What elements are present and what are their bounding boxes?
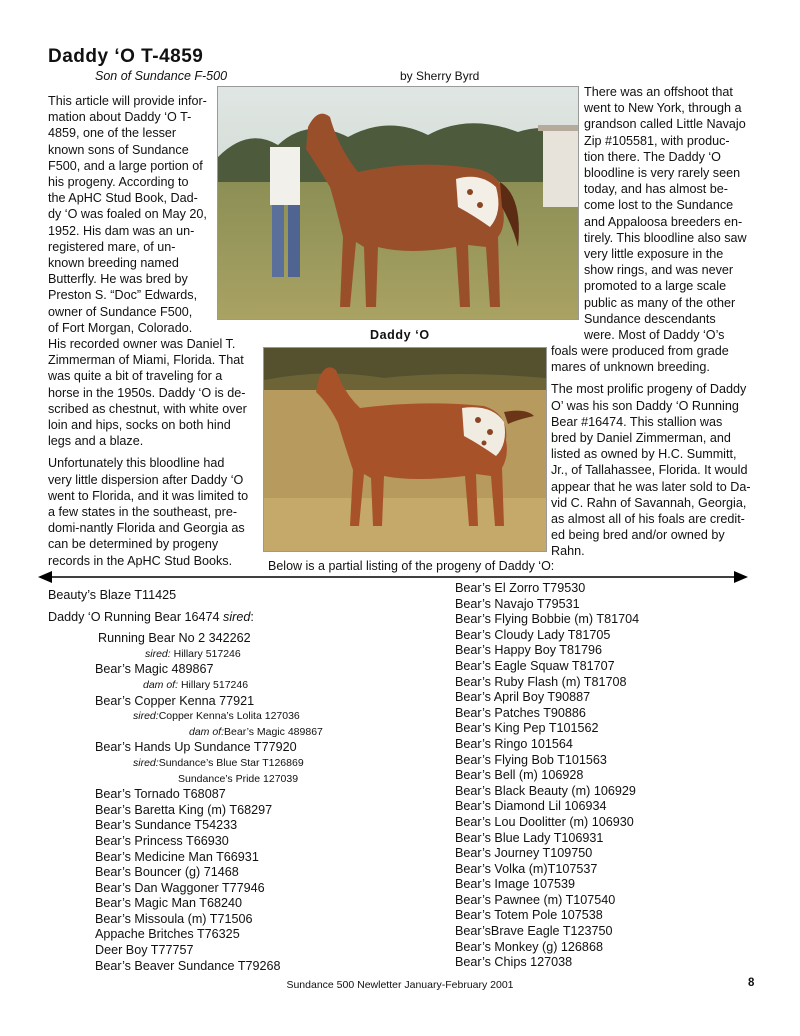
line: tion there. The Daddy ‘O [584,149,721,164]
line: legs and a blaze. [48,434,144,449]
line: were. Most of Daddy ‘O’s [584,328,725,343]
line: The most prolific progeny of Daddy [551,382,747,397]
line: very little dispersion after Daddy ‘O [48,472,244,487]
sub-value: Copper Kenna’s Lolita 127036 [158,710,300,723]
sub-value: Sundance’s Blue Star T126869 [158,756,304,769]
list-item: Bear’s April Boy T90887 [455,690,591,705]
line: This article will provide infor- [48,94,207,108]
list-item: Bear’s King Pep T101562 [455,721,599,736]
list-item: Bear’s Bouncer (g) 71468 [95,865,239,880]
list-item: Bear’s Magic Man T68240 [95,896,243,911]
line: O’ was his son Daddy ‘O Running [551,398,739,413]
list-item: Bear’s Missoula (m) T71506 [95,911,253,926]
list-item: Bear’s El Zorro T79530 [455,581,586,595]
line: bred by Daniel Zimmerman, and [551,431,731,446]
line: Bear #16474. This stallion was [551,414,723,429]
list-item: Bear’s Journey T109750 [455,846,593,861]
list-item: Bear’s Image 107539 [455,877,575,892]
line: ed being bred and/or owned by [551,528,725,543]
list-item: Bear’s Black Beauty (m) 106929 [455,783,636,798]
line: public as many of the other [584,295,736,310]
line: Butterfly. He was bred by [48,272,188,287]
list-item: Bear’s Dan Waggoner T77946 [95,880,265,895]
sired-label: sired: [133,756,159,769]
article-subtitle: Son of Sundance F-500 [95,69,228,83]
line: very little exposure in the [584,247,724,262]
line: bloodline is very rarely seen [584,166,741,181]
progeny-list-right [455,581,775,971]
list-item: Deer Boy T77757 [95,943,194,958]
list-item: Bear’s Baretta King (m) T68297 [95,802,273,817]
dam-label: dam of: [143,678,179,691]
line: There was an offshoot that [584,85,733,99]
line: grandson called Little Navajo [584,117,746,132]
footer: Sundance 500 Newletter January-February 2001 [286,979,514,991]
byline: by Sherry Byrd [400,69,480,83]
list-item: Bear’s Flying Bobbie (m) T81704 [455,612,640,627]
right-column-bottom [551,343,791,560]
list-item: Bear’s Totem Pole 107538 [455,908,603,923]
line: owner of Sundance F500, [48,304,193,319]
line: loin and hips, socks on both hind [48,418,231,433]
line: come lost to the Sundance [584,198,734,213]
line: domi-nantly Florida and Georgia as [48,521,245,536]
list-item: Bear’s Chips 127038 [455,955,573,970]
list-item: Bear’s Flying Bob T101563 [455,752,607,767]
list-item: Bear’s Blue Lady T106931 [455,830,604,845]
sub-item [48,725,428,741]
list-item: Beauty’s Blaze T11425 [48,588,177,602]
list-item: Bear’s Bell (m) 106928 [455,768,584,783]
line: known breeding named [48,256,179,271]
photo-caption: Daddy ‘O [370,328,430,342]
line: show rings, and was never [584,263,734,278]
line: scribed as chestnut, with white over [48,401,247,416]
sub-value: Hillary 517246 [170,647,241,660]
line: 4859, one of the lesser [48,126,177,141]
list-item: Bear’s Princess T66930 [95,833,229,848]
line: His recorded owner was Daniel T. [48,337,236,352]
article-title: Daddy ‘O T-4859 [48,46,204,67]
list-item: Bear’s Monkey (g) 126868 [455,939,603,954]
line: went to New York, through a [584,101,742,116]
line: as almost all of his foals are credit- [551,512,745,527]
line: a few states in the southeast, pre- [48,505,238,520]
list-item: Bear’s Patches T90886 [455,705,586,720]
line: Sundance descendants [584,311,716,326]
list-item [48,610,428,626]
list-item: Bear’sBrave Eagle T123750 [455,924,613,939]
right-column-top [584,84,784,343]
line: mation about Daddy ‘O T- [48,110,192,125]
line: 1952. His dam was an un- [48,223,195,238]
list-item: Bear’s Ringo 101564 [455,736,573,751]
line: Zimmerman of Miami, Florida. That [48,353,244,368]
horse-photo-bottom [263,347,547,552]
line: appear that he was later sold to Da- [551,479,751,494]
list-item: Appache Britches T76325 [95,927,240,942]
line: promoted to a large scale [584,279,727,294]
list-item: Bear’s Lou Doolitter (m) 106930 [455,814,634,829]
horse-with-handler-photo [218,87,578,319]
line: Jr., of Tallahassee, Florida. It would [551,463,748,478]
list-item: Bear’s Copper Kenna 77921 [95,693,255,708]
line: and Appaloosa breeders en- [584,214,743,229]
sub-value: Hillary 517246 [178,678,249,691]
list-item-text: Daddy ‘O Running Bear 16474 [48,609,224,624]
line: vid C. Rahn of Savannah, Georgia, [551,495,747,510]
line: Rahn. [551,544,585,559]
line: F500, and a large portion of [48,158,203,173]
colon: : [250,609,254,624]
list-item: Bear’s Pawnee (m) T107540 [455,892,616,907]
list-item: Bear’s Tornado T68087 [95,787,226,802]
sub-value: Bear’s Magic 489867 [224,725,323,738]
line: horse in the 1950s. Daddy ‘O is de- [48,385,246,400]
list-item: Bear’s Cloudy Lady T81705 [455,627,611,642]
list-item: Bear’s Happy Boy T81796 [455,643,603,658]
line: today, and has almost be- [584,182,728,197]
line: records in the ApHC Stud Books. [48,553,233,568]
line: his progeny. According to [48,175,189,190]
line: Zip #105581, with produc- [584,133,730,148]
sub-item [48,709,428,725]
list-item: Bear’s Navajo T79531 [455,596,580,611]
dam-label: dam of: [189,725,225,738]
line: Unfortunately this bloodline had [48,456,225,471]
sired-label: sired [223,609,251,624]
sired-label: sired: [133,710,159,723]
sired-label: sired: [145,647,171,660]
line: of Fort Morgan, Colorado. [48,320,193,335]
list-item: Bear’s Ruby Flash (m) T81708 [455,674,627,689]
sub-item [48,756,428,772]
line: mares of unknown breeding. [551,360,710,375]
line: was quite a bit of traveling for a [48,369,223,384]
sub-item: Sundance’s Pride 127039 [178,772,299,785]
line: Preston S. “Doc” Edwards, [48,288,198,303]
line: can be determined by progeny [48,537,219,552]
list-item: Bear’s Magic 489867 [95,662,214,677]
horse-standing-photo [264,348,546,551]
list-item: Running Bear No 2 342262 [98,631,251,646]
list-item: Bear’s Sundance T54233 [95,818,238,833]
horse-photo-top [217,86,579,320]
list-item: Bear’s Volka (m)T107537 [455,861,598,876]
line: tirely. This bloodline also saw [584,230,747,245]
line: known sons of Sundance [48,142,189,157]
sub-item [48,678,428,694]
list-item: Bear’s Eagle Squaw T81707 [455,658,615,673]
list-item: Bear’s Beaver Sundance T79268 [95,958,281,973]
line: went to Florida, and it was limited to [48,488,249,503]
sub-item [48,647,428,663]
line: foals were produced from grade [551,344,729,358]
progeny-list-left [48,588,428,974]
line: registered mare, of un- [48,239,176,254]
listing-intro: Below is a partial listing of the progeny of Daddy ‘O: [268,559,555,573]
line: the ApHC Stud Book, Dad- [48,191,198,206]
list-item: Bear’s Medicine Man T66931 [95,849,259,864]
line: listed as owned by H.C. Summitt, [551,447,737,462]
list-item: Bear’s Diamond Lil 106934 [455,799,607,814]
page-number: 8 [748,977,755,989]
list-item: Bear’s Hands Up Sundance T77920 [95,740,297,755]
line: dy ‘O was foaled on May 20, [48,207,207,222]
left-para-2 [48,455,268,568]
